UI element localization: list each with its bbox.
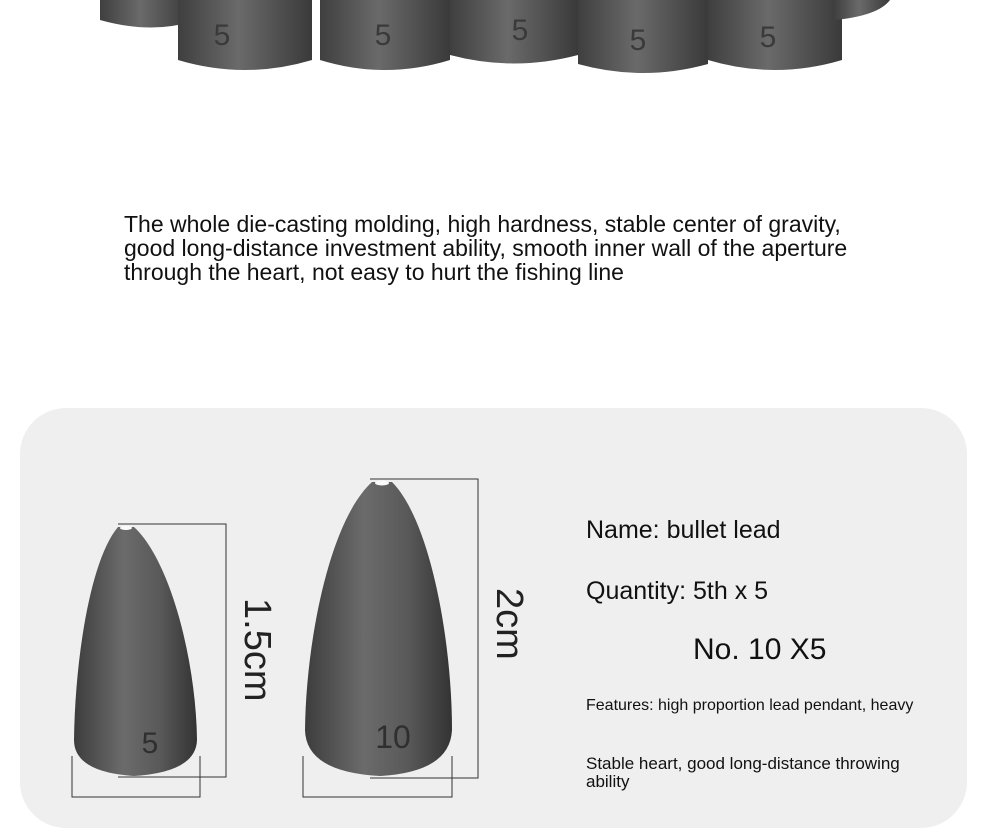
spec-name: Name: bullet lead — [586, 516, 781, 544]
spec-feature-2: Stable heart, good long-distance throwing ability — [586, 754, 900, 791]
small-weight-mark: 5 — [141, 727, 159, 760]
product-description: The whole die-casting molding, high hardness, stable center of gravity, good long-distance investment ability, smooth inner wall of the aperture through the heart, not easy to hurt the fishing line — [124, 211, 848, 285]
weight-mark: 5 — [213, 19, 231, 52]
large-weight-mark: 10 — [375, 719, 411, 755]
small-height-label: 1.5cm — [236, 598, 278, 702]
weight-mark: 5 — [759, 21, 777, 54]
small-weight-hole — [120, 526, 132, 530]
spec-model: No. 10 X5 — [693, 633, 827, 666]
spec-feature-1: Features: high proportion lead pendant, heavy — [586, 697, 914, 714]
spec-quantity: Quantity: 5th x 5 — [586, 577, 769, 605]
large-weight-hole — [375, 481, 389, 486]
weight-mark: 5 — [511, 14, 529, 47]
small-bullet-weight — [74, 527, 197, 776]
weight-mark: 5 — [629, 24, 647, 57]
large-height-label: 2cm — [488, 588, 530, 660]
weight-mark: 5 — [374, 19, 392, 52]
